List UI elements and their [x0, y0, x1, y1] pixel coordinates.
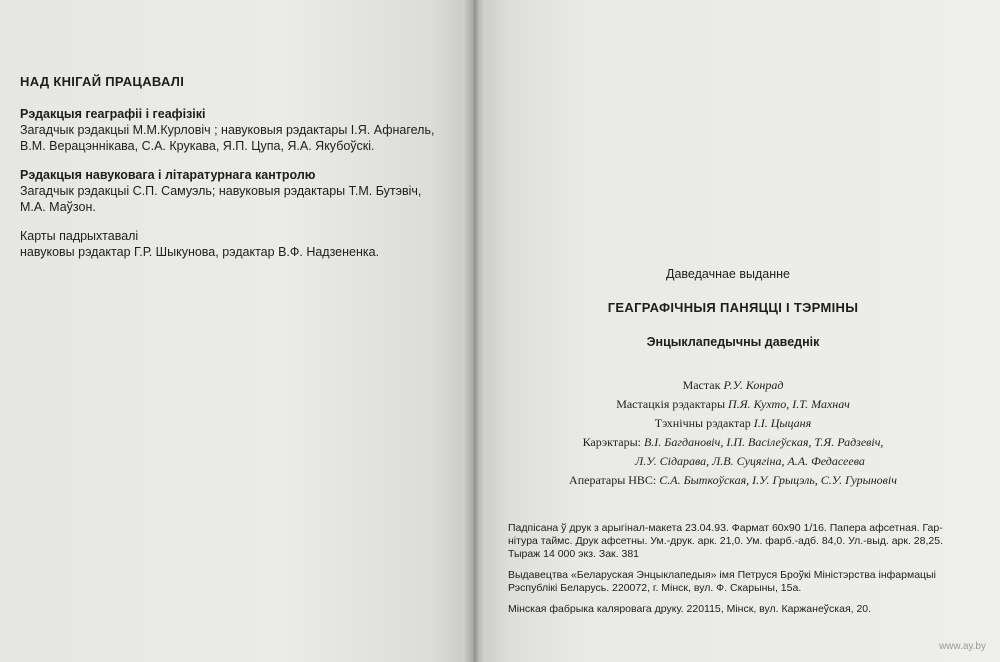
- watermark: www.ay.by: [938, 641, 986, 652]
- book-title: ГЕАГРАФІЧНЫЯ ПАНЯЦЦІ І ТЭРМІНЫ: [607, 300, 859, 315]
- section-geography: [20, 107, 460, 154]
- credit-names: Р.У. Конрад: [723, 378, 784, 392]
- section-maps: [20, 229, 460, 260]
- credit-role: Тэхнічны рэдактар: [654, 416, 751, 430]
- credit-names: С.А. Быткоўская, І.У. Грыцэль, С.У. Гурыновіч: [659, 473, 897, 487]
- publisher-details: Выдавецтва «Беларуская Энцыклапедыя» імя Петруся Броўкі Міністэрства інфармацыі Рэспублікі Беларусь. 220072, г. Мінск, вул. Ф. Скарыны, 15а.: [508, 569, 936, 594]
- left-page-content: [20, 74, 460, 274]
- credit-role: Карэктары:: [582, 435, 641, 449]
- edition-type: Даведачнае выданне: [666, 267, 790, 281]
- section-control: [20, 168, 460, 215]
- credit-proofreaders-cont: [478, 454, 988, 469]
- credit-operators: [478, 473, 988, 488]
- credit-proofreaders: [478, 435, 988, 450]
- section-body: Загадчык рэдакцыі С.П. Самуэль; навуковыя рэдактары Т.М. Бутэвіч, М.А. Маўзон.: [20, 184, 422, 214]
- credit-names: П.Я. Кухто, І.Т. Махнач: [728, 397, 850, 411]
- credit-tech-editor: [478, 416, 988, 431]
- credit-artist: [478, 378, 988, 393]
- credit-names: І.І. Цыцаня: [753, 416, 812, 430]
- credit-role: Аператары НВС:: [569, 473, 657, 487]
- section-body: навуковы рэдактар Г.Р. Шыкунова, рэдактар В.Ф. Надзененка.: [20, 245, 380, 259]
- section-title: Рэдакцыя навуковага і літаратурнага кантролю: [20, 168, 316, 182]
- credit-art-editors: [478, 397, 988, 412]
- printer-details: Мінская фабрыка каляровага друку. 220115, Мінск, вул. Каржанеўская, 20.: [508, 603, 872, 615]
- section-body: Загадчык рэдакцыі М.М.Курловіч ; навуковыя рэдактары І.Я. Афнагель, В.М. Верацэннікава, С.А. Крукава, Я.П. Цупа, Я.А. Якубоўскі.: [20, 123, 435, 153]
- credit-names: Л.У. Сідарава, Л.В. Суцягіна, А.А. Федасеева: [635, 454, 865, 468]
- section-title: Рэдакцыя геаграфіі і геафізікі: [20, 107, 206, 121]
- imprint-block: [508, 522, 978, 624]
- credits-heading: НАД КНІГАЙ ПРАЦАВАЛІ: [20, 74, 185, 89]
- book-subtitle: Энцыклапедычны даведнік: [646, 335, 820, 349]
- credit-names: В.І. Багдановіч, І.П. Васілеўская, Т.Я. Радзевіч,: [643, 435, 884, 449]
- right-page-content: [478, 0, 1000, 662]
- section-title: Карты падрыхтавалі: [20, 229, 139, 243]
- print-details: Падпісана ў друк з арыгінал-макета 23.04.93. Фармат 60x90 1/16. Папера афсетная. Гар- нітура таймс. Друк афсетны. Ум.-друк. арк. 21,0. Ум. фарб.-адб. 84,0. Ул.-выд. арк. 28,25. Тыраж 14 000 экз. Зак. 381: [508, 522, 944, 560]
- credit-role: Мастак: [682, 378, 721, 392]
- credit-role: Мастацкія рэдактары: [616, 397, 726, 411]
